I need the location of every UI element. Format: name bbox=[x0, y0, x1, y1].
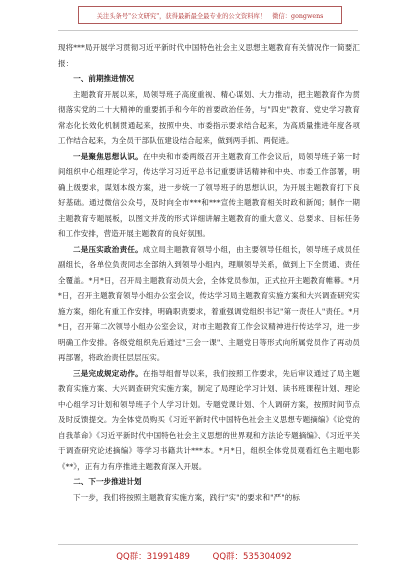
point-3-text: 在指导组督导以来，我们按照工作要求，先后审议通过了局主题教育实施方案、大兴调查研究实施方案，制定了局理论学习计划、读书班课程计划、理论中心组学习计划和领导班子个人学习计划。专题党课计划、个人调研方案，按照时间节点及时反馈提交。为全体党员购买《习近平新时代中国特色社会主义思想专题摘编》《论党的自我革命》《习近平新时代中国特色社会主义思想的世界观和方法论专题摘编》、《习近平关于调查研究论述摘编》等学习书籍共计***本。*月*日，组织全体党员观看红色主题电影《**》，正有力有序推进主题教育深入开展。 bbox=[58, 368, 360, 471]
footer-qq-group-1: QQ群：31991489 bbox=[116, 552, 190, 562]
point-1-lead: 一是聚焦思想认识。 bbox=[73, 151, 143, 161]
section-1-paragraph-4 bbox=[58, 366, 360, 475]
point-1-text: 在中央和市委两级召开主题教育工作会议后，局领导班子第一时间组织中心组理论学习，传达学习习近平总书记重要讲话精神和中央、市委工作部署，明确上级要求，谋划本级方案，进一步统一了领导班子的思想认识，为开展主题教育打下良好基础。通过微信公众号，及时向全市***和***宣传主题教育相关时政和新闻；制作一期主题教育专题展板，以图文并茂的形式详细讲解主题教育的重大意义、总要求、目标任务和工作安排，营造开展主题教育的良好氛围。 bbox=[58, 151, 360, 238]
section-1-heading: 一、前期推进情况 bbox=[73, 74, 134, 83]
section-2-paragraph-1: 下一步，我们将按照主题教育实施方案，践行"实"的要求和"严"的标 bbox=[73, 492, 300, 502]
section-1-paragraph-2 bbox=[58, 149, 360, 242]
section-2-heading: 二、下一步推进计划 bbox=[73, 477, 142, 486]
header-divider bbox=[58, 30, 358, 31]
footer bbox=[0, 550, 408, 562]
footer-divider bbox=[58, 544, 358, 545]
section-1-paragraph-1: 主题教育开展以来，局领导班子高度重视、精心谋划、大力推动，把主题教育作为贯彻落实党的二十大精神的重要抓手和今年的首要政治任务，与"四史"教育、党史学习教育常态化长效化机制贯通起来，按照中央、市委指示要求结合起来，为高质量推进年度各项工作结合起来，为全员干部队伍建设结合起来，做到两手抓、两促进。 bbox=[58, 89, 360, 145]
point-2-text: 成立局主题教育领导小组，由主要领导任组长，领导班子成员任副组长，各单位负责同志全部纳入到领导小组内，理顺领导关系，做到上下全贯通、责任全覆盖。*月*日，召开局主题教育动员大会，全体党员参加，正式拉开主题教育帷幕。*月*日，召开主题教育领导小组办公室会议，传达学习局主题教育实施方案和大兴调查研究实施方案，细化有重工作安排，明确职责要求，着重强调党组织书记"第一责任人"责任。*月*日，召开第二次领导小组办公室会议，对市主题教育工作会议精神进行传达学习，进一步明确工作安排。各级党组织先后通过"三会一课"、主题党日等形式向所属党员作了再动员再部署，将政治责任层层压实。 bbox=[58, 244, 360, 362]
promo-banner bbox=[78, 6, 342, 24]
point-3-lead: 三是完成规定动作。 bbox=[73, 368, 143, 378]
banner-text: 关注头条号"公文研究"，获得最新最全最专业的公文资料库！ bbox=[96, 12, 267, 20]
intro-paragraph: 现将***局开展学习贯彻习近平新时代中国特色社会主义思想主题教育有关情况作一简要汇报： bbox=[58, 43, 360, 68]
footer-qq-group-2: QQ群：535304092 bbox=[212, 552, 292, 562]
section-1-paragraph-3 bbox=[58, 242, 360, 366]
point-2-lead: 二是压实政治责任。 bbox=[73, 244, 143, 254]
banner-wechat: 微信：gongwens bbox=[272, 12, 324, 20]
document-body bbox=[58, 40, 360, 505]
